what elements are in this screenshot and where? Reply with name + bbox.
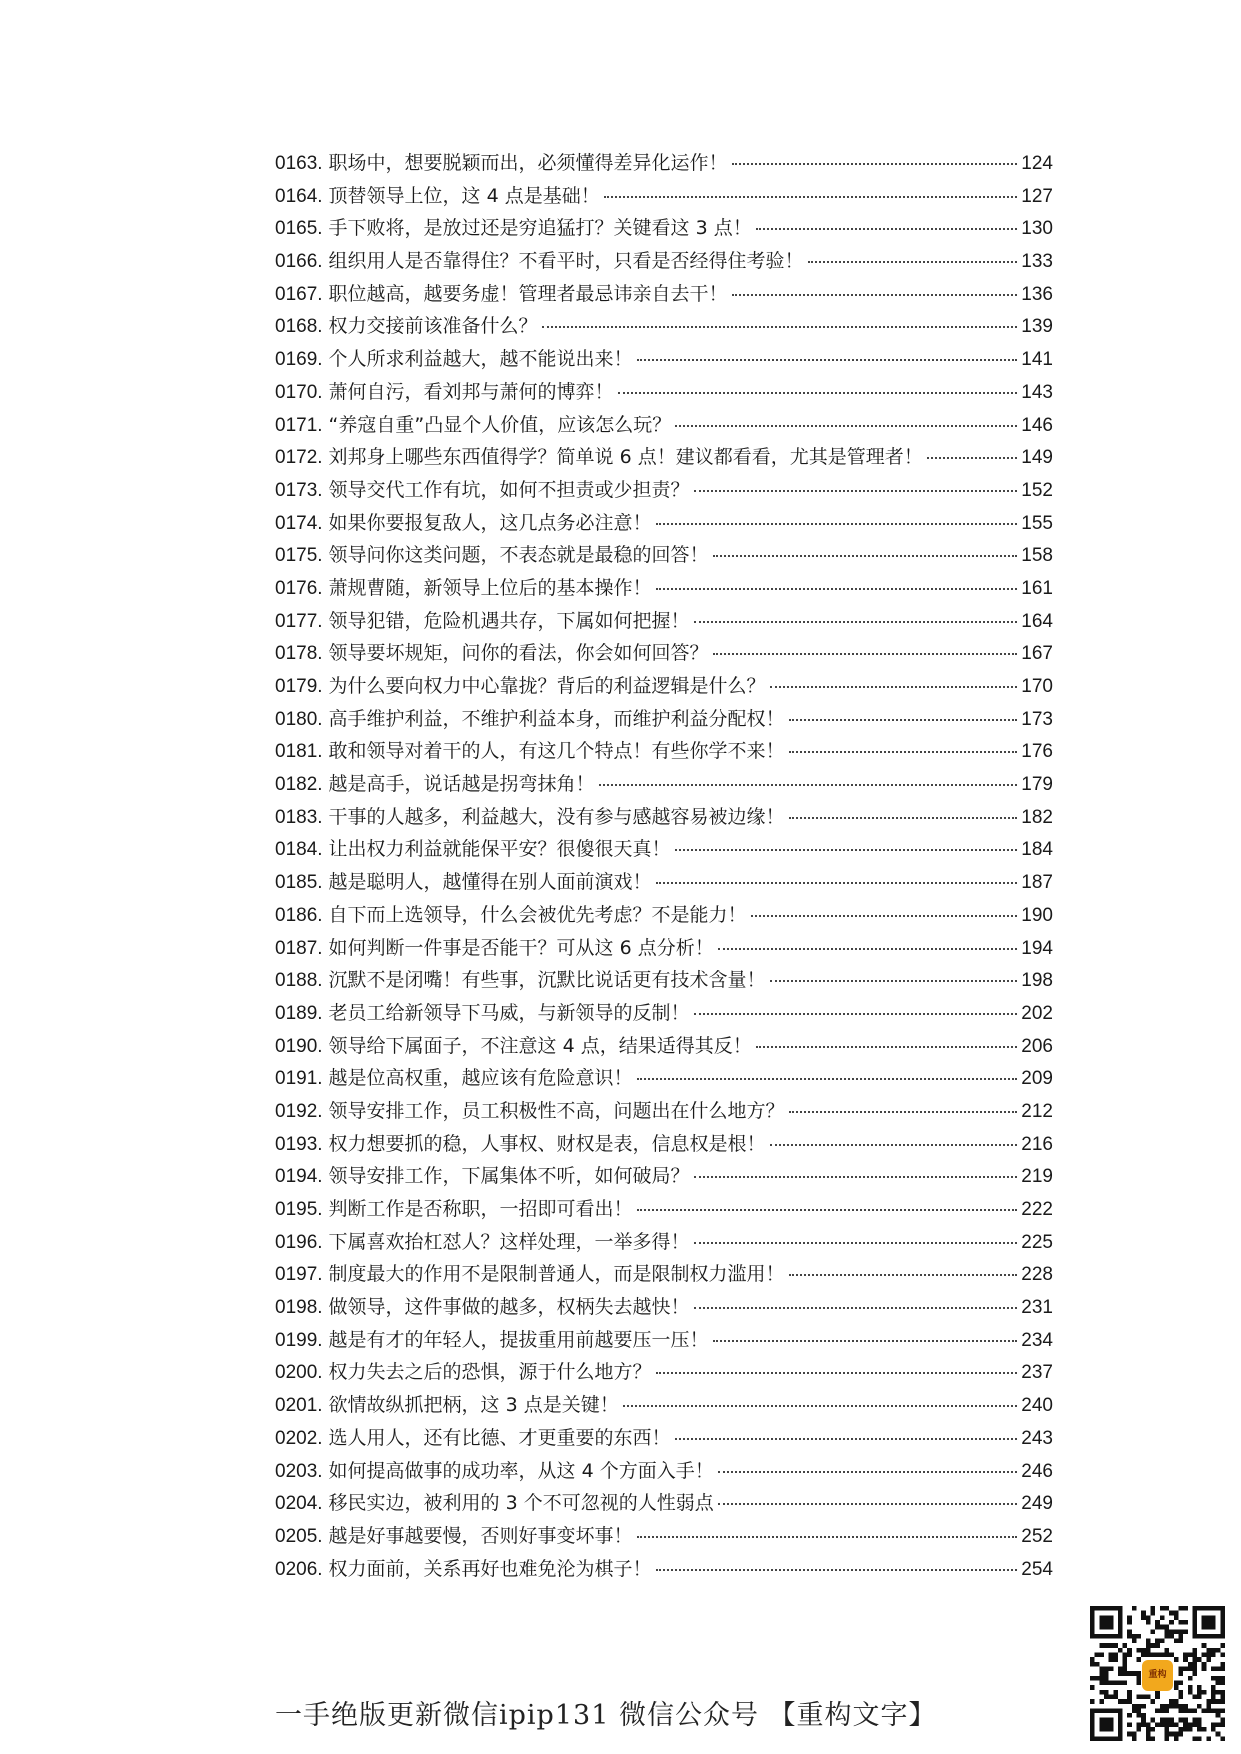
toc-entry-number: 0179. <box>275 676 323 697</box>
toc-entry-number: 0168. <box>275 316 323 338</box>
toc-entry-page: 146 <box>1021 414 1053 436</box>
toc-entry-number: 0170. <box>275 381 323 403</box>
toc-entry-title: 萧规曹随，新领导上位后的基本操作！ <box>328 576 652 599</box>
toc-entry-page: 143 <box>1021 381 1053 403</box>
toc-entry-page: 158 <box>1021 545 1053 567</box>
toc-entry-number: 0167. <box>275 283 323 305</box>
toc-entry-number: 0186. <box>275 904 323 926</box>
toc-entry-number: 0196. <box>275 1231 323 1253</box>
toc-entry-title: 制度最大的作用不是限制普通人，而是限制权力滥用！ <box>328 1263 785 1286</box>
toc-entry[interactable] <box>275 1422 1053 1455</box>
toc-entry[interactable] <box>275 1455 1053 1488</box>
toc-entry-title: 领导问你这类问题，不表态就是最稳的回答！ <box>328 544 709 567</box>
toc-entry-number: 0164. <box>275 185 323 207</box>
toc-dot-leader <box>542 325 1018 328</box>
toc-entry-number: 0204. <box>275 1493 323 1515</box>
toc-entry[interactable] <box>275 147 1053 180</box>
toc-entry-title: 移民实边，被利用的 3 个不可忽视的人性弱点 <box>328 1492 714 1515</box>
toc-dot-leader <box>675 1437 1018 1440</box>
toc-entry[interactable] <box>275 572 1053 605</box>
toc-entry-title: 权力交接前该准备什么？ <box>328 315 538 338</box>
toc-entry[interactable] <box>275 1520 1053 1553</box>
toc-entry[interactable] <box>275 409 1053 442</box>
toc-entry-page: 173 <box>1021 708 1053 730</box>
toc-entry[interactable] <box>275 1160 1053 1193</box>
toc-dot-leader <box>732 162 1018 165</box>
toc-dot-leader <box>675 424 1017 427</box>
toc-entry[interactable] <box>275 605 1053 638</box>
toc-dot-leader <box>751 914 1018 917</box>
toc-entry-number: 0194. <box>275 1166 323 1188</box>
toc-entry-number: 0191. <box>275 1068 323 1090</box>
toc-dot-leader <box>732 293 1018 296</box>
toc-entry-page: 198 <box>1021 970 1053 992</box>
toc-dot-leader <box>656 587 1018 590</box>
toc-entry-page: 240 <box>1021 1395 1053 1417</box>
toc-entry-number: 0183. <box>275 806 323 828</box>
toc-entry-number: 0182. <box>275 774 323 796</box>
toc-entry-page: 252 <box>1021 1525 1053 1547</box>
toc-entry[interactable] <box>275 1389 1053 1422</box>
toc-entry[interactable] <box>275 703 1053 736</box>
toc-entry-number: 0205. <box>275 1525 323 1547</box>
toc-entry[interactable] <box>275 278 1053 311</box>
toc-entry-page: 139 <box>1021 316 1053 338</box>
toc-entry[interactable] <box>275 670 1053 703</box>
toc-dot-leader <box>713 652 1018 655</box>
toc-entry-title: 顶替领导上位，这 4 点是基础！ <box>328 184 600 207</box>
toc-entry-title: 选人用人，还有比德、才更重要的东西！ <box>328 1426 671 1449</box>
toc-entry[interactable] <box>275 1095 1053 1128</box>
toc-entry[interactable] <box>275 310 1053 343</box>
toc-entry-page: 136 <box>1021 283 1053 305</box>
toc-entry-title: 越是有才的年轻人，提拔重用前越要压一压！ <box>328 1328 709 1351</box>
toc-entry-page: 182 <box>1021 806 1053 828</box>
toc-entry-title: 越是高手，说话越是拐弯抹角！ <box>328 773 595 796</box>
toc-entry-number: 0189. <box>275 1002 323 1024</box>
toc-entry-page: 176 <box>1021 741 1053 763</box>
toc-entry-title: 领导安排工作，下属集体不听，如何破局？ <box>328 1165 690 1188</box>
toc-dot-leader <box>637 1208 1018 1211</box>
toc-entry-page: 184 <box>1021 839 1053 861</box>
toc-entry-page: 167 <box>1021 643 1053 665</box>
toc-entry-page: 141 <box>1021 349 1053 371</box>
toc-entry-title: 如何判断一件事是否能干？可从这 6 点分析！ <box>328 936 714 959</box>
toc-entry[interactable] <box>275 343 1053 376</box>
toc-dot-leader <box>808 260 1018 263</box>
toc-entry[interactable] <box>275 1487 1053 1520</box>
toc-entry-page: 243 <box>1021 1427 1053 1449</box>
toc-entry-number: 0177. <box>275 610 323 632</box>
toc-entry[interactable] <box>275 833 1053 866</box>
toc-entry-title: 如果你要报复敌人，这几点务必注意！ <box>328 511 652 534</box>
toc-entry-page: 187 <box>1021 872 1053 894</box>
toc-entry-title: 领导安排工作，员工积极性不高，问题出在什么地方？ <box>328 1099 785 1122</box>
toc-entry-title: 欲情故纵抓把柄，这 3 点是关键！ <box>328 1394 619 1417</box>
toc-entry[interactable] <box>275 1226 1053 1259</box>
toc-entry-page: 179 <box>1021 774 1053 796</box>
toc-entry-title: 自下而上选领导，什么会被优先考虑？不是能力！ <box>328 903 747 926</box>
toc-dot-leader <box>789 718 1018 721</box>
toc-entry-number: 0178. <box>275 643 323 665</box>
toc-entry-title: 敢和领导对着干的人，有这几个特点！有些你学不来！ <box>328 740 785 763</box>
toc-dot-leader <box>718 1470 1018 1473</box>
toc-dot-leader <box>770 1143 1018 1146</box>
toc-dot-leader <box>770 685 1018 688</box>
toc-entry-page: 228 <box>1021 1264 1053 1286</box>
toc-entry-page: 152 <box>1021 479 1053 501</box>
toc-dot-leader <box>637 358 1018 361</box>
toc-entry-number: 0181. <box>275 741 323 763</box>
toc-entry-page: 161 <box>1021 577 1053 599</box>
toc-entry-title: 领导交代工作有坑，如何不担责或少担责？ <box>328 478 690 501</box>
toc-entry-number: 0169. <box>275 349 323 371</box>
toc-entry-number: 0165. <box>275 218 323 240</box>
toc-entry-number: 0193. <box>275 1133 323 1155</box>
toc-entry-number: 0188. <box>275 970 323 992</box>
toc-entry-page: 209 <box>1021 1068 1053 1090</box>
toc-entry[interactable] <box>275 1291 1053 1324</box>
toc-dot-leader <box>637 1077 1018 1080</box>
toc-entry-title: 领导要坏规矩，问你的看法，你会如何回答？ <box>328 642 709 665</box>
toc-entry[interactable] <box>275 507 1053 540</box>
toc-entry-title: 手下败将，是放过还是穷追猛打？关键看这 3 点！ <box>328 217 752 240</box>
toc-dot-leader <box>694 620 1018 623</box>
toc-entry-title: 领导犯错，危险机遇共存，下属如何把握！ <box>328 609 690 632</box>
toc-dot-leader <box>713 554 1018 557</box>
toc-entry-page: 130 <box>1021 218 1053 240</box>
toc-entry-page: 206 <box>1021 1035 1053 1057</box>
toc-entry-title: 高手维护利益，不维护利益本身，而维护利益分配权！ <box>328 707 785 730</box>
toc-entry-title: 判断工作是否称职，一招即可看出！ <box>328 1198 633 1220</box>
toc-dot-leader <box>718 1502 1018 1505</box>
toc-entry[interactable] <box>275 474 1053 507</box>
toc-entry-title: 越是聪明人，越懂得在别人面前演戏！ <box>328 871 652 894</box>
toc-entry-number: 0172. <box>275 447 323 469</box>
toc-entry[interactable] <box>275 539 1053 572</box>
toc-entry[interactable] <box>275 1324 1053 1357</box>
toc-entry[interactable] <box>275 1356 1053 1389</box>
toc-entry-title: 权力想要抓的稳，人事权、财权是表，信息权是根！ <box>328 1132 766 1155</box>
toc-entry-title: 权力失去之后的恐惧，源于什么地方？ <box>328 1361 652 1384</box>
toc-entry-title: 职场中，想要脱颖而出，必须懂得差异化运作！ <box>328 152 728 174</box>
toc-entry-page: 127 <box>1021 185 1053 207</box>
toc-entry-title: 做领导，这件事做的越多，权柄失去越快！ <box>328 1296 690 1319</box>
toc-entry[interactable] <box>275 637 1053 670</box>
toc-entry-number: 0174. <box>275 512 323 534</box>
toc-entry-page: 249 <box>1021 1493 1053 1515</box>
toc-entry[interactable] <box>275 441 1053 474</box>
toc-entry-page: 170 <box>1021 676 1053 697</box>
toc-entry-page: 246 <box>1021 1460 1053 1482</box>
toc-entry[interactable] <box>275 212 1053 245</box>
toc-dot-leader <box>927 456 1018 459</box>
toc-dot-leader <box>770 979 1018 982</box>
toc-entry-page: 133 <box>1021 251 1053 273</box>
toc-entry-page: 219 <box>1021 1166 1053 1188</box>
toc-entry-number: 0184. <box>275 839 323 861</box>
toc-entry-number: 0206. <box>275 1558 323 1580</box>
toc-entry-number: 0201. <box>275 1395 323 1417</box>
toc-entry-number: 0199. <box>275 1329 323 1351</box>
toc-entry[interactable] <box>275 376 1053 409</box>
toc-dot-leader <box>694 1012 1018 1015</box>
toc-entry-page: 164 <box>1021 610 1053 632</box>
toc-dot-leader <box>656 1568 1018 1571</box>
toc-entry-title: 干事的人越多，利益越大，没有参与感越容易被边缘！ <box>328 805 785 828</box>
toc-entry-page: 254 <box>1021 1558 1053 1580</box>
toc-dot-leader <box>675 848 1018 851</box>
toc-entry[interactable] <box>275 801 1053 834</box>
toc-entry-number: 0195. <box>275 1199 323 1220</box>
toc-dot-leader <box>623 1404 1018 1407</box>
toc-dot-leader <box>718 947 1018 950</box>
toc-entry-title: 职位越高，越要务虚！管理者最忌讳亲自去干！ <box>328 282 728 305</box>
toc-entry[interactable] <box>275 1553 1053 1586</box>
toc-entry-page: 149 <box>1021 447 1053 469</box>
toc-entry-number: 0185. <box>275 872 323 894</box>
toc-entry-number: 0176. <box>275 577 323 599</box>
toc-entry-page: 212 <box>1021 1100 1053 1122</box>
toc-entry[interactable] <box>275 866 1053 899</box>
toc-entry-title: 组织用人是否靠得住？不看平时，只看是否经得住考验！ <box>328 250 804 273</box>
toc-entry[interactable] <box>275 964 1053 997</box>
toc-entry-number: 0190. <box>275 1035 323 1057</box>
toc-entry-number: 0187. <box>275 937 323 959</box>
toc-entry-title: 刘邦身上哪些东西值得学？简单说 6 点！建议都看看，尤其是管理者！ <box>328 446 923 469</box>
toc-entry-number: 0197. <box>275 1264 323 1286</box>
toc-dot-leader <box>656 522 1018 525</box>
toc-dot-leader <box>656 881 1018 884</box>
toc-dot-leader <box>789 1273 1018 1276</box>
toc-entry-page: 155 <box>1021 512 1053 534</box>
toc-dot-leader <box>694 489 1018 492</box>
toc-dot-leader <box>694 1175 1018 1178</box>
toc-entry-number: 0175. <box>275 545 323 567</box>
toc-entry-number: 0163. <box>275 153 323 174</box>
toc-dot-leader <box>618 391 1018 394</box>
toc-entry[interactable] <box>275 1128 1053 1161</box>
toc-entry-title: 让出权力利益就能保平安？很傻很天真！ <box>328 838 671 861</box>
toc-entry-page: 231 <box>1021 1297 1053 1319</box>
toc-entry[interactable] <box>275 1062 1053 1095</box>
qr-logo-badge: 重构 <box>1142 1660 1173 1691</box>
toc-entry-page: 234 <box>1021 1329 1053 1351</box>
toc-entry-page: 216 <box>1021 1133 1053 1155</box>
toc-entry-number: 0173. <box>275 479 323 501</box>
toc-dot-leader <box>694 1306 1018 1309</box>
toc-entry-page: 124 <box>1021 153 1053 174</box>
toc-entry-page: 237 <box>1021 1362 1053 1384</box>
toc-entry-title: 下属喜欢抬杠怼人？这样处理，一举多得！ <box>328 1230 690 1253</box>
toc-entry-title: 萧何自污，看刘邦与萧何的博弈！ <box>328 380 614 403</box>
toc-entry-page: 222 <box>1021 1199 1053 1220</box>
toc-dot-leader <box>637 1535 1018 1538</box>
toc-entry[interactable] <box>275 768 1053 801</box>
toc-entry-title: 沉默不是闭嘴！有些事，沉默比说话更有技术含量！ <box>328 969 766 992</box>
toc-entry-title: “养寇自重”凸显个人价值，应该怎么玩？ <box>328 413 672 436</box>
toc-entry-title: 老员工给新领导下马威，与新领导的反制！ <box>328 1001 690 1024</box>
toc-entry[interactable] <box>275 899 1053 932</box>
toc-dot-leader <box>789 750 1018 753</box>
toc-entry-title: 领导给下属面子，不注意这 4 点，结果适得其反！ <box>328 1034 752 1057</box>
toc-entry-number: 0180. <box>275 708 323 730</box>
toc-entry[interactable] <box>275 180 1053 213</box>
toc-entry-number: 0198. <box>275 1297 323 1319</box>
toc-entry-title: 如何提高做事的成功率，从这 4 个方面入手！ <box>328 1459 714 1482</box>
toc-entry-title: 为什么要向权力中心靠拢？背后的利益逻辑是什么？ <box>328 675 766 697</box>
toc-entry[interactable] <box>275 245 1053 278</box>
toc-dot-leader <box>713 1339 1018 1342</box>
toc-entry-number: 0192. <box>275 1100 323 1122</box>
toc-entry[interactable] <box>275 997 1053 1030</box>
toc-entry-page: 194 <box>1021 937 1053 959</box>
toc-entry-title: 越是好事越要慢，否则好事变坏事！ <box>328 1524 633 1547</box>
toc-dot-leader <box>756 227 1018 230</box>
footer-promo-text: 一手绝版更新微信ipip131 微信公众号 【重构文字】 <box>275 1700 937 1731</box>
toc-entry-title: 越是位高权重，越应该有危险意识！ <box>328 1067 633 1090</box>
toc-entry[interactable] <box>275 932 1053 965</box>
toc-entry-number: 0171. <box>275 414 323 436</box>
toc-entry[interactable] <box>275 735 1053 768</box>
toc-entry-number: 0200. <box>275 1362 323 1384</box>
toc-entry-number: 0166. <box>275 251 323 273</box>
toc-entry-page: 190 <box>1021 904 1053 926</box>
toc-entry-number: 0202. <box>275 1427 323 1449</box>
toc-dot-leader <box>604 195 1018 198</box>
toc-dot-leader <box>694 1241 1018 1244</box>
toc-dot-leader <box>756 1045 1018 1048</box>
toc-dot-leader <box>656 1371 1018 1374</box>
toc-dot-leader <box>599 783 1018 786</box>
toc-entry-title: 权力面前，关系再好也难免沦为棋子！ <box>328 1557 652 1580</box>
table-of-contents <box>275 147 1053 1585</box>
toc-entry-page: 225 <box>1021 1231 1053 1253</box>
toc-entry[interactable] <box>275 1030 1053 1063</box>
toc-entry-number: 0203. <box>275 1460 323 1482</box>
toc-entry[interactable] <box>275 1193 1053 1226</box>
toc-entry[interactable] <box>275 1258 1053 1291</box>
toc-entry-title: 个人所求利益越大，越不能说出来！ <box>328 348 633 371</box>
toc-dot-leader <box>789 816 1018 819</box>
toc-entry-page: 202 <box>1021 1002 1053 1024</box>
toc-dot-leader <box>789 1110 1018 1113</box>
